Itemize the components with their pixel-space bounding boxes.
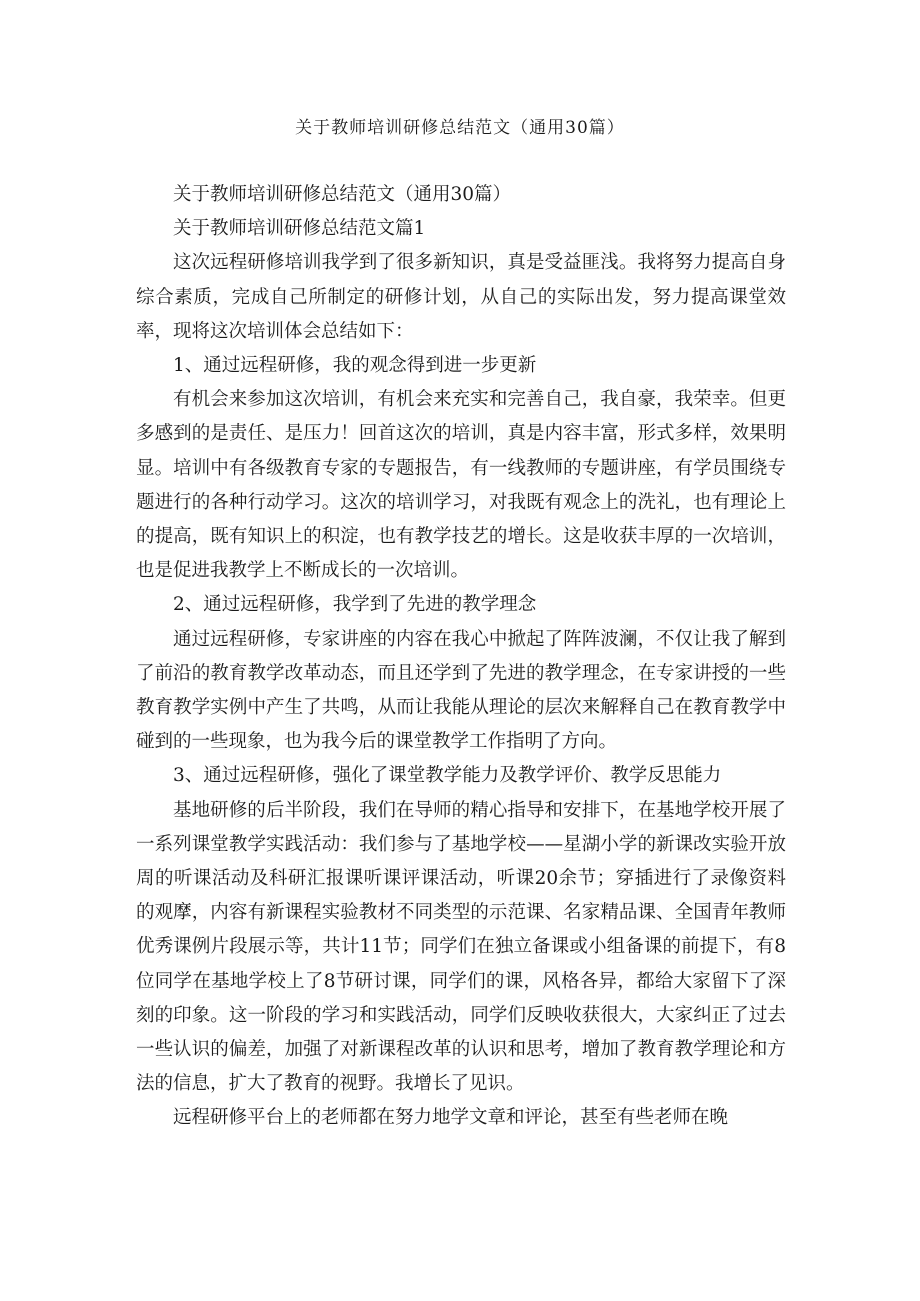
- body-paragraph: 远程研修平台上的老师都在努力地学文章和评论，甚至有些老师在晚: [173, 1107, 729, 1129]
- point-heading-1: 1、通过远程研修，我的观念得到进一步更新: [173, 355, 537, 377]
- subtitle-paragraph: 关于教师培训研修总结范文（通用30篇）: [173, 184, 512, 205]
- body-paragraph: 通过远程研修，专家讲座的内容在我心中掀起了阵阵波澜，不仅让我了解到了前沿的教育教学改革动态，而且还学到了先进的教学理念，在专家讲授的一些教育教学实例中产生了共鸣，从而让我能从理论的层次来解释自己在教育教学中碰到的一些现象，也为我今后的课堂教学工作指明了方向。: [136, 628, 786, 753]
- body-paragraph: 基地研修的后半阶段，我们在导师的精心指导和安排下，在基地学校开展了一系列课堂教学实践活动：我们参与了基地学校——星湖小学的新课改实验开放周的听课活动及科研汇报课听课评课活动，听课20余节；穿插进行了录像资料的观摩，内容有新课程实验教材不同类型的示范课、名家精品课、全国青年教师优秀课例片段展示等，共计11节；同学们在独立备课或小组备课的前提下，有8位同学在基地学校上了8节研讨课，同学们的课，风格各异，都给大家留下了深刻的印象。这一阶段的学习和实践活动，同学们反映收获很大，大家纠正了过去一些认识的偏差，加强了对新课程改革的认识和思考，增加了教育教学理论和方法的信息，扩大了教育的视野。我增长了见识。: [136, 799, 786, 1095]
- body-paragraph: 有机会来参加这次培训，有机会来充实和完善自己，我自豪，我荣幸。但更多感到的是责任、是压力！回首这次的培训，真是内容丰富，形式多样，效果明显。培训中有各级教育专家的专题报告，有一线教师的专题讲座，有学员围绕专题进行的各种行动学习。这次的培训学习，对我既有观念上的洗礼，也有理论上的提高，既有知识上的积淀，也有教学技艺的增长。这是收获丰厚的一次培训，也是促进我教学上不断成长的一次培训。: [136, 389, 786, 582]
- point-heading-2: 2、通过远程研修，我学到了先进的教学理念: [173, 594, 537, 616]
- document-title: 关于教师培训研修总结范文（通用30篇）: [295, 118, 625, 138]
- document-body: [136, 178, 786, 1136]
- point-heading-3: 3、通过远程研修，强化了课堂教学能力及教学评价、教学反思能力: [173, 765, 722, 787]
- body-paragraph: 这次远程研修培训我学到了很多新知识，真是受益匪浅。我将努力提高自身综合素质，完成自己所制定的研修计划，从自己的实际出发，努力提高课堂效率，现将这次培训体会总结如下：: [136, 252, 786, 342]
- section-heading: 关于教师培训研修总结范文篇1: [173, 218, 426, 240]
